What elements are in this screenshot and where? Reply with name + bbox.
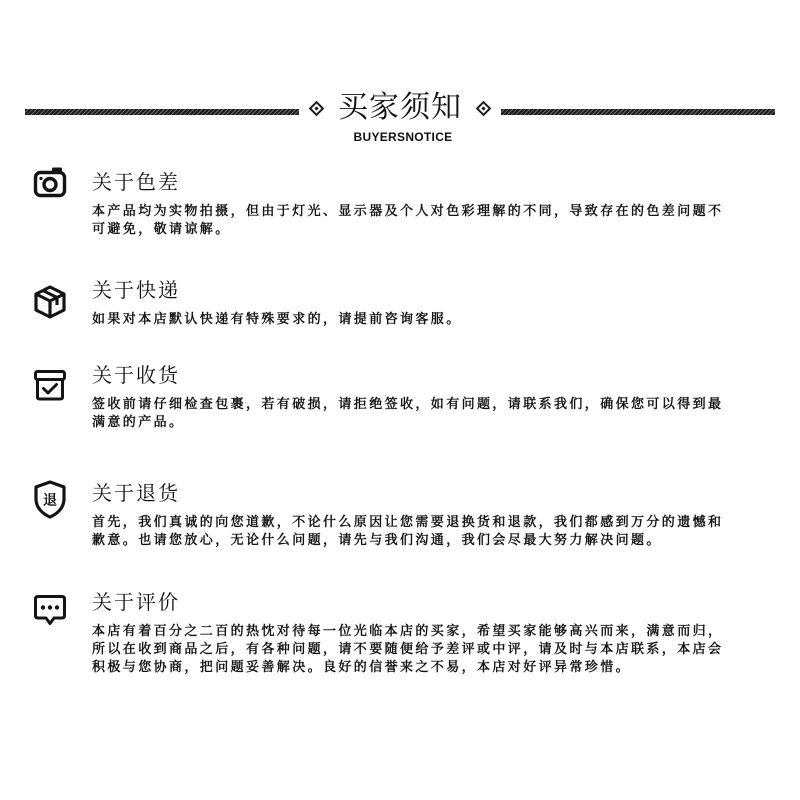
chat-bubble-icon: [32, 592, 68, 628]
body-line: 歉意。也请您放心，无论什么问题，请先与我们沟通，我们会尽最大努力解决问题。: [92, 533, 662, 548]
section-body: [92, 396, 723, 432]
section-body: [92, 203, 723, 239]
camera-icon: [32, 164, 68, 200]
body-line: 首先，我们真诚的向您道歉，不论什么原因让您需要退换货和退款，我们都感到万分的遗憾和: [92, 515, 724, 530]
section-heading: 关于评价: [92, 590, 180, 614]
return-shield-icon: [32, 479, 68, 519]
diamond-ornament-left-icon: [309, 100, 325, 116]
section-body: [92, 311, 462, 329]
body-line: 所以在收到商品之后，有各种问题，请不要随便给予差评或中评，请及时与本店联系，本店会: [92, 642, 724, 657]
section-heading: 关于色差: [92, 170, 180, 194]
body-line: 积极与您协商，把问题妥善解决。良好的信誉来之不易，本店对好评异常珍惜。: [92, 660, 632, 675]
body-line: 本产品均为实物拍摄，但由于灯光、显示器及个人对色彩理解的不同，导致存在的色差问题不: [92, 204, 724, 219]
section-body: [92, 514, 723, 550]
shield-icon-label: 退: [43, 493, 57, 509]
body-line: 如果对本店默认快递有特殊要求的，请提前咨询客服。: [92, 312, 462, 327]
package-icon: [32, 284, 68, 320]
page-subtitle: BUYERSNOTICE: [353, 130, 453, 144]
section-heading: 关于退货: [92, 481, 180, 505]
section-body: [92, 623, 723, 677]
body-line: 可避免，敬请谅解。: [92, 222, 231, 237]
body-line: 本店有着百分之二百的热忱对待每一位光临本店的买家，希望买家能够高兴而来，满意而归，: [92, 624, 724, 639]
section-heading: 关于收货: [92, 363, 180, 387]
section-heading: 关于快递: [92, 278, 180, 302]
header-left-rule: [25, 109, 299, 115]
header-right-rule: [501, 109, 775, 115]
body-line: 签收前请仔细检查包裹，若有破损，请拒绝签收，如有问题，请联系我们，确保您可以得到最: [92, 397, 724, 412]
notice-header: [25, 88, 775, 128]
page-title: 买家须知: [338, 90, 462, 125]
receive-box-icon: [32, 367, 68, 403]
diamond-ornament-right-icon: [476, 100, 492, 116]
body-line: 满意的产品。: [92, 415, 185, 430]
